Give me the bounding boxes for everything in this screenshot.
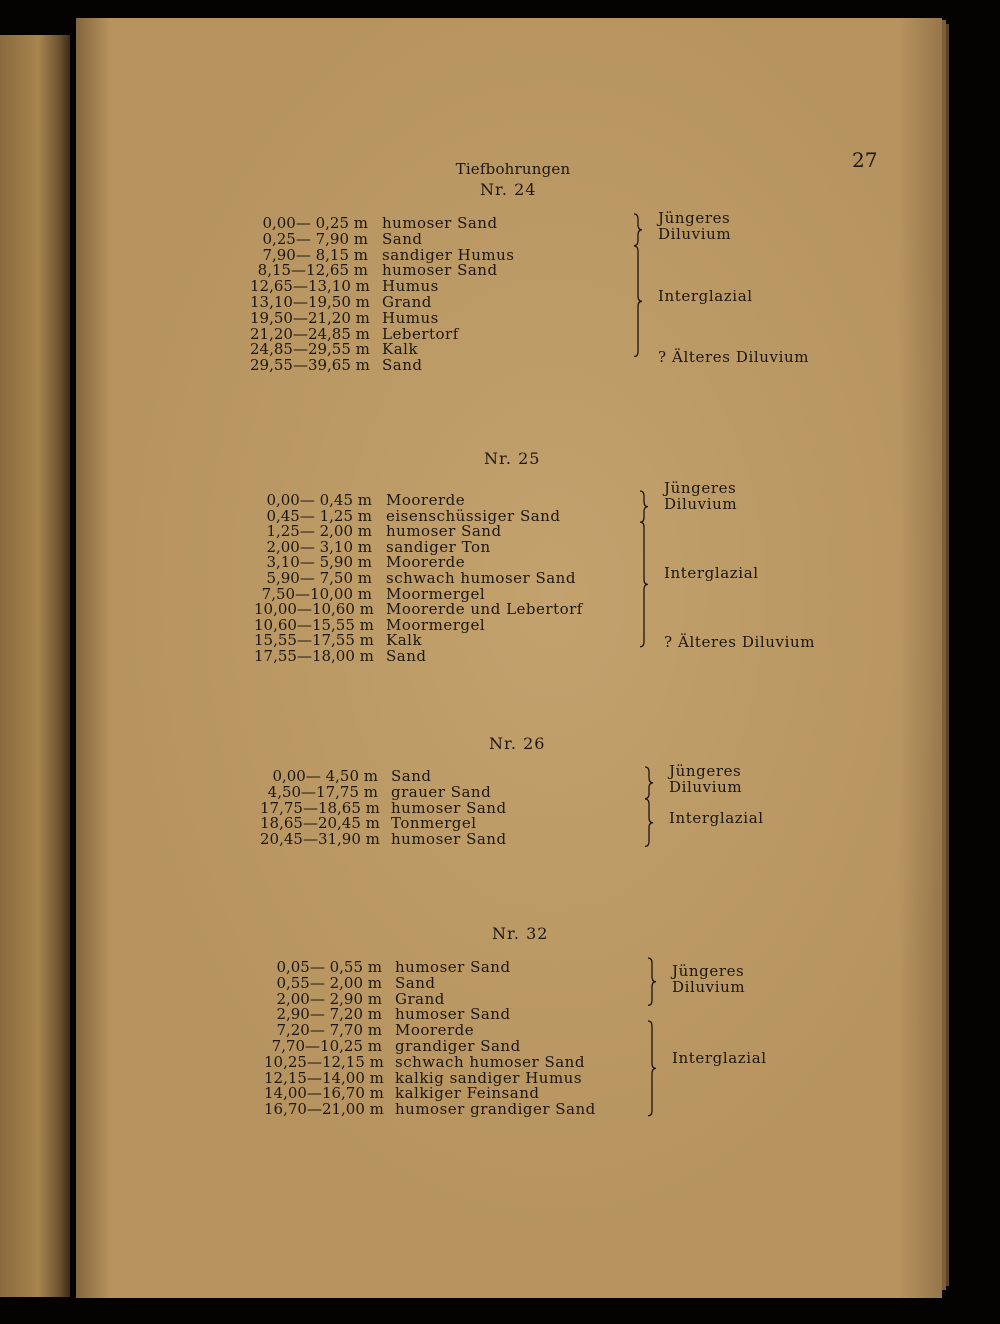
stratigraphy-label: Interglazial [669, 809, 764, 827]
layer-depth: 0,00— 4,50 m [272, 767, 378, 785]
section-title: Nr. 25 [484, 449, 541, 468]
section-title: Nr. 32 [492, 924, 549, 943]
layer-material: Kalk [382, 340, 419, 359]
stratigraphy-label: Jüngeres [669, 762, 742, 780]
layer-depth: 29,55—39,65 m [250, 356, 370, 375]
stratigraphy-label: ? Älteres Diluvium [658, 348, 810, 366]
layer-material: Sand [391, 767, 432, 785]
stratigraphy-brace [638, 521, 650, 648]
stratigraphy-label: ? Älteres Diluvium [664, 633, 816, 651]
layer-depth: 15,55—17,55 m [254, 631, 374, 650]
layer-material: Tonmergel [391, 814, 477, 833]
stratigraphy-brace [643, 766, 655, 800]
stratigraphy-label: Diluvium [672, 978, 746, 996]
layer-material: Kalk [386, 631, 423, 650]
stratigraphy-label: Diluvium [664, 495, 738, 513]
layer-material: humoser Sand [391, 798, 507, 817]
layer-depth: 4,50—17,75 m [267, 782, 378, 801]
layer-depth: 12,65—13,10 m [250, 277, 370, 296]
stratigraphy-label: Jüngeres [658, 209, 731, 227]
layer-depth: 17,55—18,00 m [254, 647, 374, 665]
layer-material: sandiger Ton [386, 537, 491, 556]
layer-material: grandiger Sand [395, 1037, 521, 1055]
stratigraphy-label: Interglazial [658, 287, 753, 305]
layer-depth: 2,00— 3,10 m [266, 537, 372, 556]
stratigraphy-brace [632, 245, 644, 358]
layer-material: Humus [382, 308, 439, 327]
layer-material: Lebertorf [382, 324, 459, 343]
layer-depth: 10,00—10,60 m [254, 600, 374, 619]
layer-material: Moorerde [395, 1021, 475, 1040]
layer-depth: 8,15—12,65 m [257, 261, 368, 280]
layer-material: Sand [382, 356, 423, 375]
layer-material: humoser grandiger Sand [395, 1100, 596, 1119]
stratigraphy-label: Jüngeres [672, 962, 745, 980]
layer-material: Humus [382, 277, 439, 296]
stratigraphy-label: Diluvium [669, 778, 743, 796]
facing-page-edge [0, 35, 70, 1297]
layer-depth: 3,10— 5,90 m [266, 553, 372, 572]
layer-material: Moorerde [386, 553, 466, 572]
layer-depth: 0,55— 2,00 m [276, 973, 382, 992]
layer-depth: 24,85—29,55 m [250, 340, 370, 359]
stratigraphy-brace [632, 213, 644, 247]
layer-depth: 0,45— 1,25 m [266, 506, 372, 525]
stratigraphy-label: Interglazial [664, 564, 759, 582]
page-stack-edge-shadow [946, 24, 949, 1286]
stratigraphy-brace [643, 798, 655, 847]
layer-material: Sand [395, 973, 436, 992]
layer-material: Moorerde [386, 491, 466, 509]
layer-depth: 5,90— 7,50 m [266, 569, 372, 587]
layer-depth: 13,10—19,50 m [250, 293, 370, 311]
layer-depth: 2,00— 2,90 m [276, 989, 382, 1008]
layer-material: Grand [382, 293, 432, 311]
layer-depth: 19,50—21,20 m [250, 308, 370, 327]
layer-material: Moormergel [386, 584, 486, 603]
layer-depth: 18,65—20,45 m [260, 814, 380, 833]
layer-material: humoser Sand [382, 261, 498, 280]
layer-depth: 14,00—16,70 m [264, 1084, 384, 1103]
layer-material: Moormergel [386, 615, 486, 634]
layer-material: schwach humoser Sand [395, 1052, 585, 1071]
layer-depth: 0,00— 0,45 m [266, 491, 372, 509]
section-title: Nr. 24 [480, 180, 537, 199]
stratigraphy-label: Diluvium [658, 225, 732, 243]
layer-depth: 0,05— 0,55 m [276, 958, 382, 976]
stratigraphy-label: Interglazial [672, 1049, 767, 1067]
layer-depth: 2,90— 7,20 m [276, 1005, 382, 1024]
running-head: Tiefbohrungen [455, 160, 571, 178]
layer-depth: 17,75—18,65 m [260, 798, 380, 817]
layer-material: Grand [395, 989, 445, 1008]
layer-material: eisenschüssiger Sand [386, 506, 561, 525]
layer-depth: 12,15—14,00 m [264, 1068, 384, 1087]
layer-material: schwach humoser Sand [386, 569, 576, 587]
stratigraphy-brace [638, 490, 650, 523]
layer-material: humoser Sand [395, 958, 511, 976]
section-title: Nr. 26 [489, 734, 546, 753]
layer-depth: 0,25— 7,90 m [262, 229, 368, 248]
layer-depth: 10,60—15,55 m [254, 615, 374, 634]
layer-material: humoser Sand [382, 214, 498, 232]
layer-material: kalkig sandiger Humus [395, 1068, 583, 1087]
layer-depth: 1,25— 2,00 m [266, 522, 372, 541]
stratigraphy-label: Jüngeres [664, 479, 737, 497]
layer-depth: 21,20—24,85 m [250, 324, 370, 343]
layer-material: Moorerde und Lebertorf [386, 600, 583, 619]
stratigraphy-brace [646, 957, 658, 1006]
layer-material: Sand [386, 647, 427, 665]
page-number: 27 [852, 148, 878, 172]
layer-material: humoser Sand [386, 522, 502, 541]
stratigraphy-brace [646, 1020, 658, 1117]
layer-material: kalkiger Feinsand [395, 1084, 540, 1103]
layer-depth: 20,45—31,90 m [260, 830, 380, 849]
layer-material: sandiger Humus [382, 245, 515, 264]
layer-depth: 10,25—12,15 m [264, 1052, 384, 1071]
layer-depth: 7,20— 7,70 m [276, 1021, 382, 1040]
layer-depth: 7,70—10,25 m [271, 1037, 382, 1055]
layer-depth: 16,70—21,00 m [264, 1100, 384, 1119]
layer-depth: 7,90— 8,15 m [262, 245, 368, 264]
layer-material: grauer Sand [391, 782, 492, 801]
layer-depth: 0,00— 0,25 m [262, 214, 368, 232]
layer-depth: 7,50—10,00 m [261, 584, 372, 603]
layer-material: humoser Sand [391, 830, 507, 849]
document-page [76, 18, 942, 1298]
layer-material: humoser Sand [395, 1005, 511, 1024]
layer-material: Sand [382, 229, 423, 248]
